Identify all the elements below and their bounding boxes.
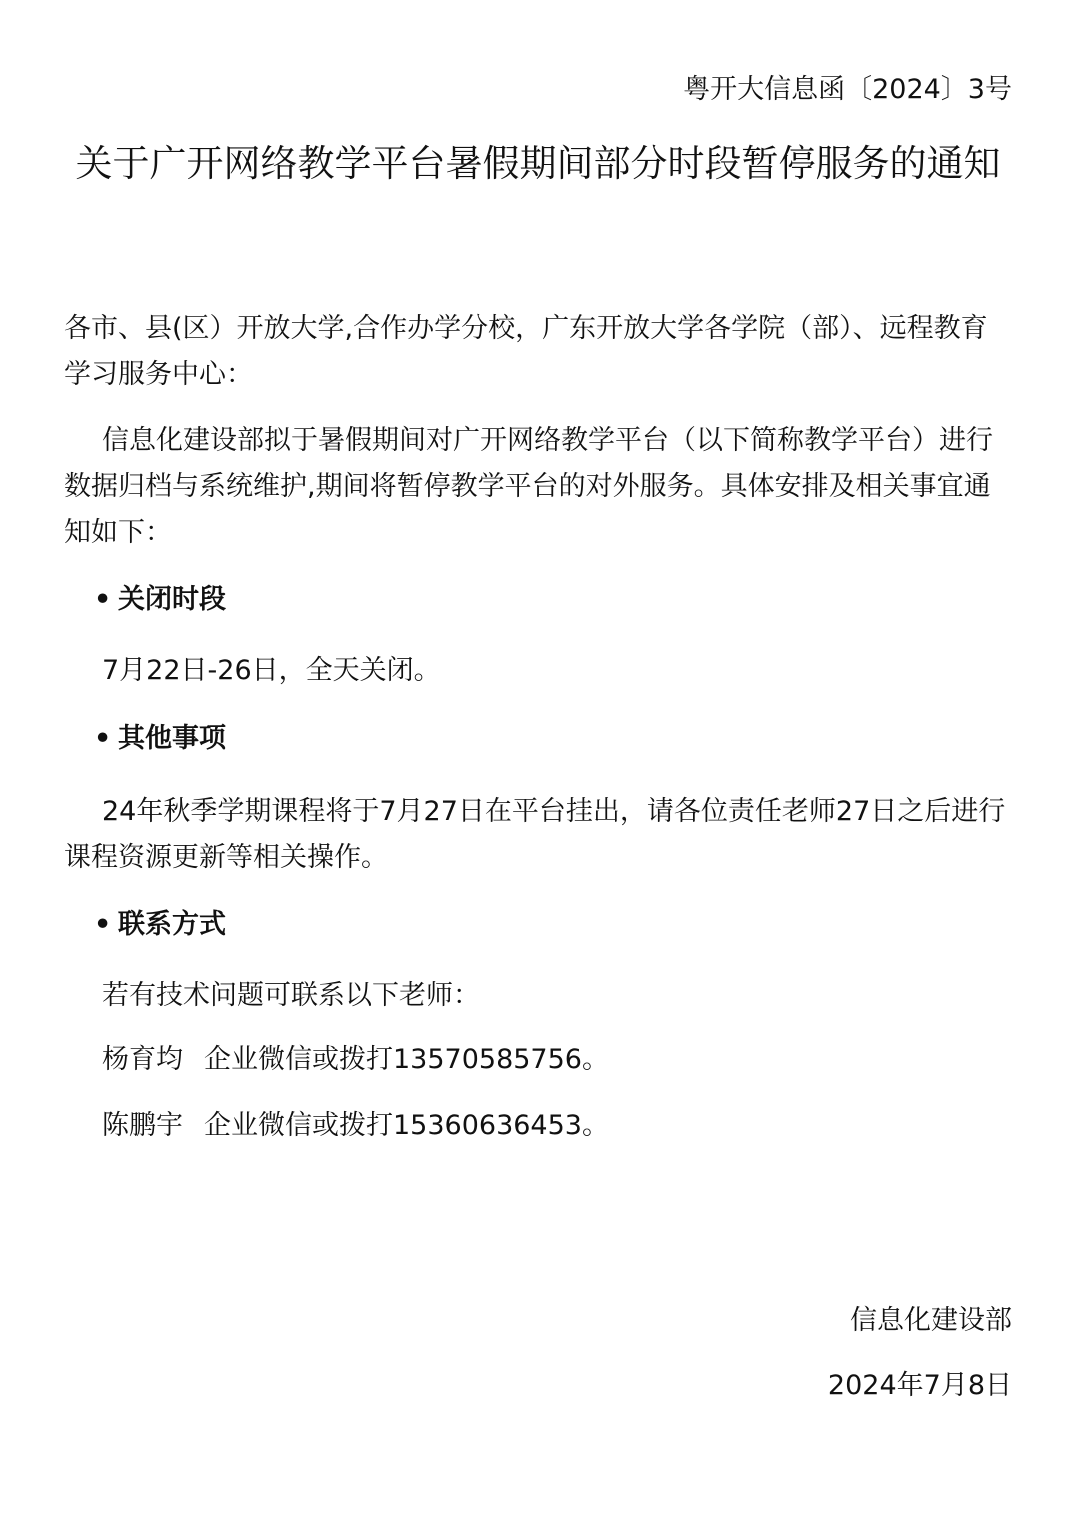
contact-line — [102, 1106, 609, 1146]
contact-name: 陈鹏宇 — [102, 1110, 183, 1141]
closure-period-text: 7月22日-26日，全天关闭。 — [102, 655, 441, 686]
document-title: 关于广开网络教学平台暑假期间部分时段暂停服务的通知 — [75, 142, 1001, 185]
section-heading-other — [94, 719, 226, 759]
bullet-icon: • — [94, 909, 112, 940]
signature-date: 2024年7月8日 — [827, 1370, 1012, 1401]
section-heading-label: 其他事项 — [118, 723, 226, 754]
document-page — [64, 0, 1012, 1520]
salutation: 各市、县(区）开放大学,合作办学分校，广东开放大学各学院（部）、远程教育学习服务中心： — [64, 313, 988, 390]
bullet-icon: • — [94, 723, 112, 754]
section-heading-contact — [94, 905, 226, 945]
contact-detail: 企业微信或拨打15360636453。 — [204, 1110, 609, 1141]
section-heading-closure — [94, 580, 226, 620]
contact-intro-text: 若有技术问题可联系以下老师： — [102, 980, 480, 1011]
intro-paragraph: 信息化建设部拟于暑假期间对广开网络教学平台（以下简称教学平台）进行数据归档与系统维护,期间将暂停教学平台的对外服务。具体安排及相关事宜通知如下： — [64, 425, 993, 548]
contact-line — [102, 1040, 609, 1080]
section-heading-label: 联系方式 — [118, 909, 226, 940]
signature-department: 信息化建设部 — [850, 1305, 1012, 1336]
section-heading-label: 关闭时段 — [118, 584, 226, 615]
other-matters-text: 24年秋季学期课程将于7月27日在平台挂出，请各位责任老师27日之后进行课程资源更新等相关操作。 — [64, 796, 1006, 873]
document-number: 粤开大信息函〔2024〕3号 — [683, 74, 1012, 105]
contact-detail: 企业微信或拨打13570585756。 — [204, 1044, 609, 1075]
contact-name: 杨育均 — [102, 1044, 183, 1075]
bullet-icon: • — [94, 584, 112, 615]
